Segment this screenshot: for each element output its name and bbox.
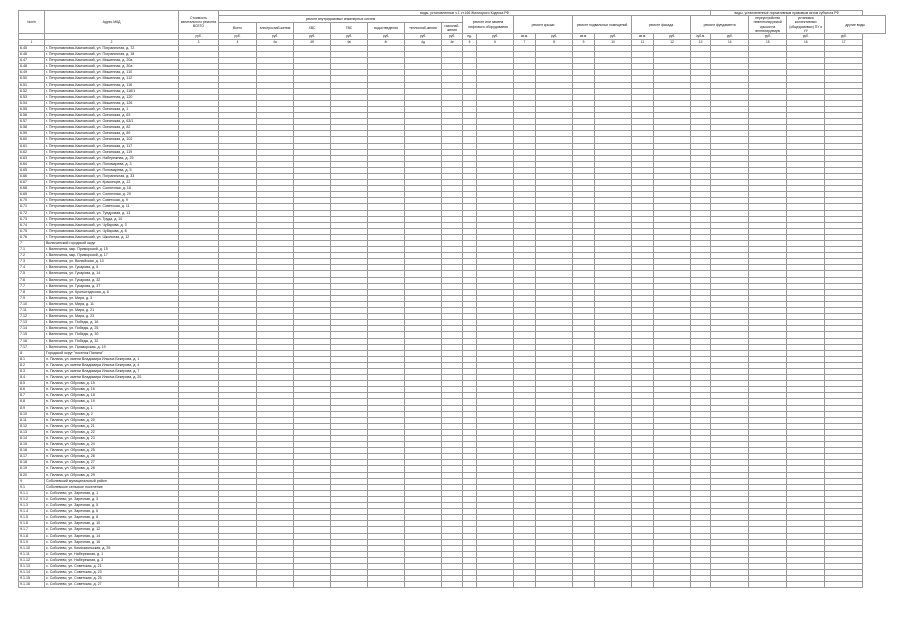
row-number: 8.5 (19, 381, 45, 387)
row-address: г. Петропавловск-Камчатский, ул. Пономарева, д. 5 (45, 167, 179, 173)
row-number: 8.15 (19, 442, 45, 448)
row-number: 6.58 (19, 125, 45, 131)
row-number: 9.1.10 (19, 545, 45, 551)
row-address: с. Соболево, ул. Заречная, д. 14 (45, 533, 179, 539)
row-number: 7.2 (19, 253, 45, 259)
row-value (825, 582, 863, 588)
row-value (632, 582, 654, 588)
row-address: г. Вилючинск, ул. Победы, д. 25 (45, 326, 179, 332)
row-address: с. Соболево, ул. Заречная, д. 3 (45, 496, 179, 502)
row-address: г. Петропавловск-Камчатский, ул. Труда, д. 10 (45, 216, 179, 222)
row-address: п. Палана, ул. Обухова, д. 28 (45, 466, 179, 472)
row-number: 7.17 (19, 344, 45, 350)
row-number: 9.1.8 (19, 533, 45, 539)
row-address: г. Петропавловск-Камчатский, ул. Мишенная, д. 30а (45, 64, 179, 70)
row-number: 6.66 (19, 173, 45, 179)
column-number-cell: 5 (463, 40, 477, 46)
row-number: 6.67 (19, 180, 45, 186)
row-address: г. Петропавловск-Камчатский, ул. Чубарова, д. 8 (45, 228, 179, 234)
row-number: 8 (19, 350, 45, 356)
row-address: г. Вилючинск, ул. Мира, д. 23 (45, 314, 179, 320)
header-hot-water: ГВС (331, 22, 368, 33)
row-number: 6.61 (19, 143, 45, 149)
row-address: г. Вилючинск, ул. Гусарова, д. 32 (45, 277, 179, 283)
row-number: 9.1.16 (19, 582, 45, 588)
row-number: 9.1.6 (19, 521, 45, 527)
column-number-cell: 4г (368, 40, 405, 46)
header-roof: ремонт крыши (514, 16, 573, 34)
row-number: 8.3 (19, 368, 45, 374)
row-address: г. Петропавловск-Камчатский, ул. Океанская, д. 102 (45, 137, 179, 143)
row-number: 7.7 (19, 283, 45, 289)
row-address: Соболевское сельское поселение (45, 484, 179, 490)
row-value (787, 582, 825, 588)
row-address: с. Соболево, ул. Советская, д. 25 (45, 576, 179, 582)
row-number: 8.17 (19, 454, 45, 460)
row-address: г. Петропавловск-Камчатский, ул. Океанская, д. 63 (45, 113, 179, 119)
column-number-cell: 11 (632, 40, 654, 46)
row-value (331, 582, 368, 588)
row-address: г. Вилючинск, ул. Победы, д. 30 (45, 332, 179, 338)
table-row (19, 582, 886, 588)
row-number: 7.16 (19, 338, 45, 344)
unit-cell: руб. (179, 34, 219, 40)
row-number: 8.9 (19, 405, 45, 411)
row-number: 6.56 (19, 113, 45, 119)
column-number-cell: 8 (536, 40, 573, 46)
row-address: п. Палана, ул. Обухова, д. 21 (45, 423, 179, 429)
row-number: 6.70 (19, 198, 45, 204)
column-number-cell: 7 (514, 40, 536, 46)
row-number: 6.62 (19, 149, 45, 155)
row-address: г. Петропавловск-Камчатский, ул. Школьная, д. 12 (45, 234, 179, 240)
row-address: г. Вилючинск, мкр. Приморский, д. 15 (45, 247, 179, 253)
row-address: г. Петропавловск-Камчатский, ул. Мишенная, д. 120 (45, 94, 179, 100)
header-drainage: водоотведения (368, 22, 405, 33)
header-basement: ремонт подвальных помещений (573, 16, 632, 34)
unit-cell: руб. (405, 34, 442, 40)
row-address: г. Вилючинск, ул. Гусарова, д. 37 (45, 283, 179, 289)
row-address: п. Палана, ул. Обухова, д. 20 (45, 417, 179, 423)
unit-cell: руб. (294, 34, 331, 40)
row-number: 7.1 (19, 247, 45, 253)
row-number: 7.12 (19, 314, 45, 320)
row-address: г. Вилючинск, ул. Гусарова, д. 5 (45, 265, 179, 271)
row-number: 8.6 (19, 387, 45, 393)
row-address: п. Палана, ул. Обухова, д. 25 (45, 448, 179, 454)
row-number: 9.1.15 (19, 576, 45, 582)
row-number: 6.45 (19, 46, 45, 52)
row-number: 6.76 (19, 234, 45, 240)
row-number: 6.50 (19, 76, 45, 82)
header-meters: установка коллективных (общедомовых) ПУ и УУ (787, 16, 825, 34)
row-number: 7 (19, 241, 45, 247)
row-number: 6.71 (19, 204, 45, 210)
row-address: с. Соболево, ул. Советская, д. 21 (45, 563, 179, 569)
row-address: г. Вилючинск, мкр. Приморский, д. 17 (45, 253, 179, 259)
row-address: п. Палана, ул. имени Владимира Ильича Бекерова, д. 20 (45, 375, 179, 381)
row-number: 7.5 (19, 271, 45, 277)
row-number: 9.1.11 (19, 551, 45, 557)
row-address: п. Палана, ул. Обухова, д. 2 (45, 411, 179, 417)
header-electric: электроснаб-жения (257, 22, 294, 33)
row-address: г. Вилючинск, ул. Приморская, д. 19 (45, 344, 179, 350)
row-number: 9.1.5 (19, 515, 45, 521)
row-address: с. Соболево, ул. Советская, д. 23 (45, 570, 179, 576)
row-address: с. Соболево, ул. Советская, д. 27 (45, 582, 179, 588)
row-number: 7.13 (19, 320, 45, 326)
row-value (749, 582, 787, 588)
row-number: 6.68 (19, 186, 45, 192)
row-number: 6.53 (19, 94, 45, 100)
row-address: г. Петропавловск-Камчатский, ул. Чубарова, д. 3 (45, 222, 179, 228)
header-cold-water: ХВС (294, 22, 331, 33)
row-address: г. Петропавловск-Камчатский, ул. Пограничная, д. 72 (45, 46, 179, 52)
column-number-cell: 9 (573, 40, 595, 46)
row-number: 8.7 (19, 393, 45, 399)
row-number: 8.2 (19, 362, 45, 368)
header-other: другие виды (825, 16, 886, 34)
column-number-cell: 1 (19, 40, 45, 46)
row-number: 6.74 (19, 222, 45, 228)
row-value (463, 582, 477, 588)
unit-cell: руб. (711, 34, 749, 40)
unit-cell: кв.м. (632, 34, 654, 40)
row-number: 8.8 (19, 399, 45, 405)
row-number: 6.48 (19, 64, 45, 70)
row-number: 9.1.12 (19, 557, 45, 563)
row-number: 8.19 (19, 466, 45, 472)
row-number: 6.51 (19, 82, 45, 88)
row-address: г. Петропавловск-Камчатский, ул. Советская, д. 11 (45, 204, 179, 210)
column-number-cell: 12 (654, 40, 691, 46)
unit-cell: руб. (749, 34, 787, 40)
header-num: №п/п (19, 11, 45, 34)
row-number: 7.8 (19, 289, 45, 295)
row-number: 6.69 (19, 192, 45, 198)
row-number: 8.4 (19, 375, 45, 381)
row-number: 6.63 (19, 155, 45, 161)
row-address: г. Петропавловск-Камчатский, ул. Мишенная, д. 110 (45, 70, 179, 76)
unit-cell: руб. (442, 34, 463, 40)
row-value (654, 582, 691, 588)
row-number: 7.15 (19, 332, 45, 338)
row-address: г. Петропавловск-Камчатский, ул. Пограничная, д. 18 (45, 52, 179, 58)
capital-repair-table (18, 10, 886, 588)
unit-cell: кв.м. (514, 34, 536, 40)
row-address: п. Палана, ул. имени Владимира Ильича Бекерова, д. 1 (45, 356, 179, 362)
row-number: 8.14 (19, 436, 45, 442)
row-address: п. Палана, ул. имени Владимира Ильича Бекерова, д. 4 (45, 362, 179, 368)
row-number: 8.11 (19, 417, 45, 423)
row-number: 8.18 (19, 460, 45, 466)
row-number: 7.3 (19, 259, 45, 265)
row-value (405, 582, 442, 588)
row-value (368, 582, 405, 588)
row-number: 6.52 (19, 88, 45, 94)
table-body (19, 46, 886, 588)
row-value (257, 582, 294, 588)
unit-cell: руб. (219, 34, 257, 40)
header-roof-conversion: переустройство невентилируемой крыши на вентилируемую (749, 16, 787, 34)
column-number-cell: 14 (711, 40, 749, 46)
row-address: п. Палана, ул. Обухова, д. 29 (45, 472, 179, 478)
row-value (595, 582, 632, 588)
row-number: 9.1.3 (19, 503, 45, 509)
column-number-cell: 4б (294, 40, 331, 46)
row-value (514, 582, 536, 588)
row-number: 8.10 (19, 411, 45, 417)
row-address: п. Палана, ул. Обухова, д. 15 (45, 381, 179, 387)
row-number: 6.72 (19, 210, 45, 216)
row-number: 6.55 (19, 106, 45, 112)
row-address: с. Соболево, ул. Заречная, д. 16 (45, 539, 179, 545)
header-heat: теплоснаб-жения (405, 22, 442, 33)
row-number: 6.60 (19, 137, 45, 143)
row-address: Городской округ "поселок Палана" (45, 350, 179, 356)
row-number: 9.1 (19, 484, 45, 490)
row-address: п. Палана, ул. Обухова, д. 27 (45, 460, 179, 466)
column-number-cell: 3 (179, 40, 219, 46)
row-address: с. Соболево, ул. Заречная, д. 5 (45, 503, 179, 509)
column-number-cell: 4а (257, 40, 294, 46)
header-group-a-sub: ремонт внутридомовых инженерных систем (219, 16, 463, 22)
row-address: с. Соболево, ул. Заречная, д. 10 (45, 521, 179, 527)
row-address: г. Петропавловск-Камчатский, ул. Мишенная, д. 116/1 (45, 88, 179, 94)
row-address: с. Соболево, ул. Комсомольская, д. 25 (45, 545, 179, 551)
row-address: г. Вилючинск, ул. Кронштадтская, д. 8 (45, 289, 179, 295)
header-facade: ремонт фасада (632, 16, 691, 34)
row-address: п. Палана, ул. Обухова, д. 19 (45, 399, 179, 405)
row-value (691, 582, 711, 588)
table-header (19, 11, 886, 46)
unit-cell: кв.м. (573, 34, 595, 40)
row-address: г. Петропавловск-Камчатский, ул. Мишенная, д. 20а (45, 58, 179, 64)
row-number: 6.64 (19, 161, 45, 167)
row-address: г. Петропавловск-Камчатский, ул. Советская, д. 9 (45, 198, 179, 204)
unit-cell: руб. (595, 34, 632, 40)
row-address: с. Соболево, ул. Заречная, д. 12 (45, 527, 179, 533)
row-address: г. Петропавловск-Камчатский, ул. Океанская, д. 63/1 (45, 119, 179, 125)
row-address: г. Петропавловск-Камчатский, ул. Солнечная, д. 20 (45, 192, 179, 198)
repair-table (18, 10, 886, 588)
row-number: 9 (19, 478, 45, 484)
row-address: г. Петропавловск-Камчатский, ул. Пограничная, д. 33 (45, 173, 179, 179)
row-value (442, 582, 463, 588)
row-address: с. Соболево, ул. Заречная, д. 1 (45, 490, 179, 496)
row-address: п. Палана, ул. Обухова, д. 1 (45, 405, 179, 411)
row-address: г. Вилючинск, ул. Мира, д. 11 (45, 301, 179, 307)
unit-cell: руб. (825, 34, 863, 40)
row-address: г. Вилючинск, ул. Мира, д. 21 (45, 308, 179, 314)
unit-cell: руб. (331, 34, 368, 40)
row-address: г. Петропавловск-Камчатский, ул. Мишенная, д. 112 (45, 76, 179, 82)
row-number: 7.11 (19, 308, 45, 314)
row-value (573, 582, 595, 588)
row-address: г. Вилючинск, ул. Вилюйская, д. 10 (45, 259, 179, 265)
row-number: 6.47 (19, 58, 45, 64)
row-number: 7.6 (19, 277, 45, 283)
row-number: 6.54 (19, 100, 45, 106)
header-group-b: виды, установленные нормативным правовым актом субъекта РФ (711, 11, 863, 16)
row-address: г. Петропавловск-Камчатский, ул. Тундровая, д. 13 (45, 210, 179, 216)
row-address: г. Вилючинск, ул. Мира, д. 3 (45, 295, 179, 301)
column-number-cell: 4 (219, 40, 257, 46)
row-number: 9.1.2 (19, 496, 45, 502)
row-number: 9.1.14 (19, 570, 45, 576)
header-gas: газоснаб-жения (442, 22, 463, 33)
row-value (219, 582, 257, 588)
row-number: 6.75 (19, 228, 45, 234)
unit-cell: руб. (536, 34, 573, 40)
row-address: Вилючинский городской округ (45, 241, 179, 247)
row-number: 7.4 (19, 265, 45, 271)
row-number: 9.1.13 (19, 563, 45, 569)
row-address: г. Петропавловск-Камчатский, ул. Океанская, д. 82 (45, 125, 179, 131)
column-number-cell: 15 (749, 40, 787, 46)
row-number: 6.57 (19, 119, 45, 125)
row-number: 6.46 (19, 52, 45, 58)
row-address: г. Вилючинск, ул. Победы, д. 32 (45, 338, 179, 344)
row-address: г. Петропавловск-Камчатский, ул. Солнечная, д. 18 (45, 186, 179, 192)
row-number: 9.1.1 (19, 490, 45, 496)
row-number: 9.1.7 (19, 527, 45, 533)
header-address: Адрес МКД (45, 11, 179, 34)
row-address: г. Петропавловск-Камчатский, ул. Океанская, д. 1 (45, 106, 179, 112)
row-address: Соболевский муниципальный район (45, 478, 179, 484)
row-number: 7.9 (19, 295, 45, 301)
row-number: 7.10 (19, 301, 45, 307)
unit-cell: руб. (477, 34, 514, 40)
column-number-cell: 4в (331, 40, 368, 46)
row-address: г. Петропавловск-Камчатский, ул. Океанская, д. 117 (45, 143, 179, 149)
row-address: г. Петропавловск-Камчатский, ул. Мишенная, д. 116 (45, 82, 179, 88)
column-number-cell: 4д (405, 40, 442, 46)
row-number: 9.1.4 (19, 509, 45, 515)
row-number: 8.16 (19, 448, 45, 454)
column-number-cell: 13 (691, 40, 711, 46)
column-number-cell: 2 (45, 40, 179, 46)
row-address: г. Вилючинск, ул. Гусарова, д. 14 (45, 271, 179, 277)
row-address: г. Вилючинск, ул. Победы, д. 16 (45, 320, 179, 326)
row-number: 6.65 (19, 167, 45, 173)
row-address: г. Петропавловск-Камчатский, ул. Пономарева, д. 3 (45, 161, 179, 167)
header-cost-total: Стоимость капитального ремонта ВСЕГО (179, 11, 219, 34)
row-address: с. Соболево, ул. Заречная, д. 6 (45, 509, 179, 515)
header-group-a: виды, установленные ч.1 ст.166 Жилищного Кодекса РФ (219, 11, 711, 16)
row-number: 8.13 (19, 429, 45, 435)
unit-cell: руб. (257, 34, 294, 40)
column-number-cell: 6 (477, 40, 514, 46)
unit-cell: куб.м. (691, 34, 711, 40)
unit-cell: руб. (787, 34, 825, 40)
row-address: с. Соболево, ул. Набережная, д. 3 (45, 557, 179, 563)
row-address: п. Палана, ул. Обухова, д. 22 (45, 429, 179, 435)
row-address: п. Палана, ул. Обухова, д. 18 (45, 393, 179, 399)
column-number-cell: 4е (442, 40, 463, 46)
column-number-cell: 16 (787, 40, 825, 46)
row-address: г. Петропавловск-Камчатский, ул. Красинцев, д. 12 (45, 180, 179, 186)
header-lift: ремонт или замена лифтового оборудования (463, 16, 514, 34)
row-number: 8.1 (19, 356, 45, 362)
header-foundation: ремонт фундамента (691, 16, 749, 34)
row-value (294, 582, 331, 588)
row-address: г. Петропавловск-Камчатский, ул. Океанская, д. 119 (45, 149, 179, 155)
unit-cell: ед. (463, 34, 477, 40)
row-number: 6.49 (19, 70, 45, 76)
column-number-cell: 10 (595, 40, 632, 46)
unit-cell: руб. (654, 34, 691, 40)
row-address: г. Петропавловск-Камчатский, ул. Океанская, д. 89 (45, 131, 179, 137)
row-number: 8.20 (19, 472, 45, 478)
row-value (711, 582, 749, 588)
row-address: г. Петропавловск-Камчатский, ул. Набережная, д. 25 (45, 155, 179, 161)
column-number-cell: 17 (825, 40, 863, 46)
row-number: 7.14 (19, 326, 45, 332)
row-address: п. Палана, ул. Обухова, д. 23 (45, 436, 179, 442)
row-address: п. Палана, ул. Обухова, д. 26 (45, 454, 179, 460)
row-number: 8.12 (19, 423, 45, 429)
row-address: п. Палана, ул. Обухова, д. 16 (45, 387, 179, 393)
row-number: 9.1.9 (19, 539, 45, 545)
row-address: с. Соболево, ул. Заречная, д. 8 (45, 515, 179, 521)
unit-cell: руб. (368, 34, 405, 40)
row-value (536, 582, 573, 588)
row-value (179, 582, 219, 588)
header-sys-total: Всего (219, 22, 257, 33)
row-address: г. Петропавловск-Камчатский, ул. Мишенная, д. 126 (45, 100, 179, 106)
row-value (477, 582, 514, 588)
row-number: 6.59 (19, 131, 45, 137)
row-number: 6.73 (19, 216, 45, 222)
row-address: с. Соболево, ул. Набережная, д. 1 (45, 551, 179, 557)
row-address: п. Палана, ул. Обухова, д. 24 (45, 442, 179, 448)
row-address: п. Палана, ул. имени Владимира Ильича Бекерова, д. 7 (45, 368, 179, 374)
